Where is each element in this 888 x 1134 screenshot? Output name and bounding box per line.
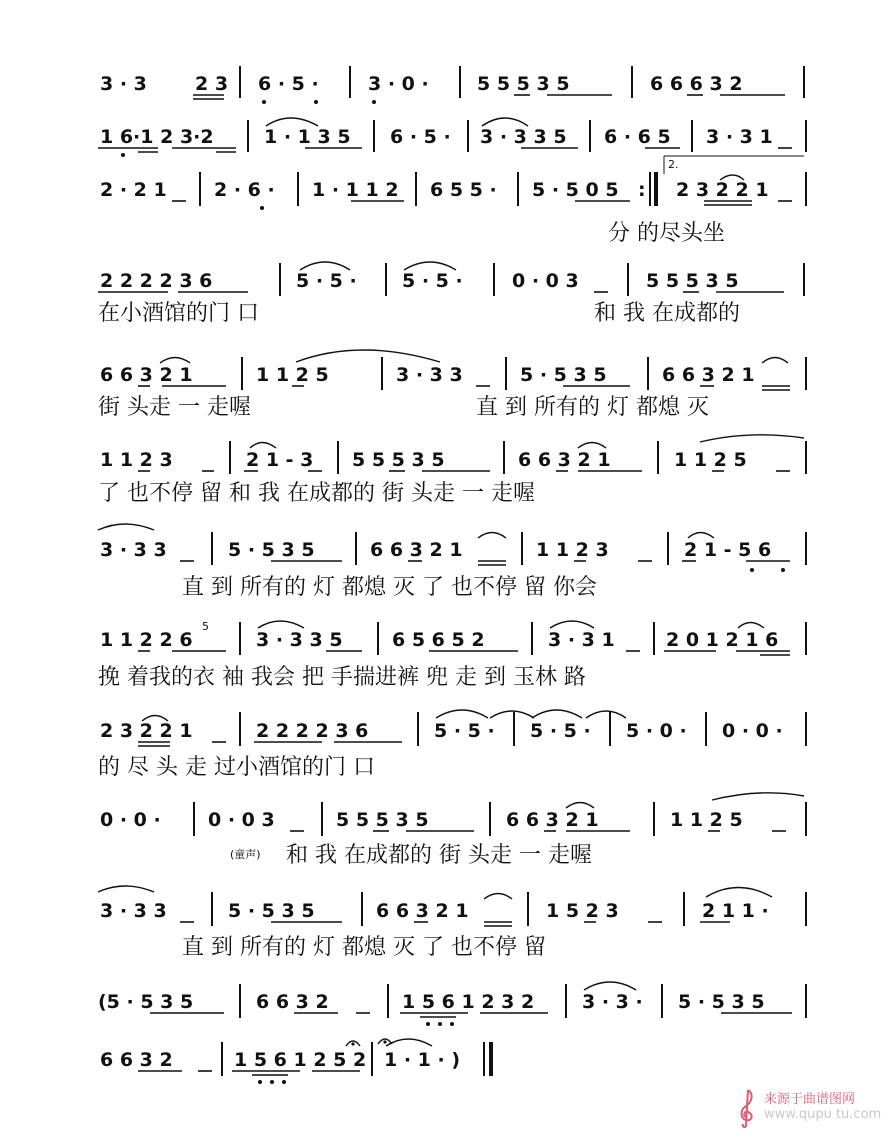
notes-row-4-m5: 5 5 5 3 5 xyxy=(646,270,739,292)
score-row-10 xyxy=(100,793,806,868)
score-row-3 xyxy=(100,156,806,246)
children-voice-label: (童声) xyxy=(230,848,261,861)
notes-row-12-m1: (5 · 5 3 5 xyxy=(98,991,194,1013)
notes-row-5-m5: 6 6 3 2 1 xyxy=(662,364,755,386)
notes-row-9-m2: 2 2 2 2 3 6 xyxy=(256,720,369,742)
notes-row-1-m3: 3 · 0 · xyxy=(368,73,429,95)
notes-row-9-m5: 5 · 0 · xyxy=(626,720,687,742)
notes-row-4-m3: 5 · 5 · xyxy=(402,270,463,292)
score-row-1 xyxy=(100,66,804,104)
lyrics-row-6: 了 也不停 留 和 我 在成都的 街 头走 一 走喔 xyxy=(98,481,535,506)
notes-row-6-m1: 1 1 2 3 xyxy=(100,449,173,471)
notes-row-12-m4: 3 · 3 · xyxy=(582,991,643,1013)
watermark xyxy=(734,1086,882,1128)
notes-row-7-m4: 1 1 2 3 xyxy=(536,539,609,561)
notes-row-2-m3: 6 · 5 · xyxy=(390,126,451,148)
notes-row-13-m1: 6 6 3 2 xyxy=(100,1049,173,1071)
watermark-text: 来源于曲谱图网 xyxy=(764,1092,856,1107)
svg-text:5: 5 xyxy=(202,620,209,633)
notes-row-2-m6: 3 · 3 1 xyxy=(706,126,773,148)
notes-row-5-m3: 3 · 3 3 xyxy=(396,364,463,386)
notes-row-11-m3: 6 6 3 2 1 xyxy=(376,900,469,922)
notes-row-5-m2: 1 1 2 5 xyxy=(256,364,329,386)
notes-row-7-m3: 6 6 3 2 1 xyxy=(370,539,463,561)
notes-row-3-m2: 2 · 6 · xyxy=(214,179,275,201)
notes-row-10-m2: 0 · 0 3 xyxy=(208,809,275,831)
score-row-8 xyxy=(98,620,806,690)
notes-row-10-m3: 5 5 5 3 5 xyxy=(336,809,429,831)
notes-row-9-m4: 5 · 5 · xyxy=(530,720,591,742)
notes-row-7-m2: 5 · 5 3 5 xyxy=(228,539,315,561)
notes-row-2-m5: 6 · 6 5 xyxy=(604,126,671,148)
score-row-5 xyxy=(98,350,806,420)
lyrics-row-3: 分 的尽头坐 xyxy=(608,221,725,246)
lyrics-row-9: 的 尽 头 走 过小酒馆的门 口 xyxy=(98,755,375,780)
notes-row-6-m4: 6 6 3 2 1 xyxy=(518,449,611,471)
notes-row-11-m5: 2 1 1 · xyxy=(702,900,769,922)
watermark-url: www.qupu tu.com xyxy=(764,1107,882,1122)
notes-row-10-m5: 1 1 2 5 xyxy=(670,809,743,831)
score-row-4 xyxy=(98,262,804,326)
notes-row-12-m5: 5 · 5 3 5 xyxy=(678,991,765,1013)
notes-row-4-m4: 0 · 0 3 xyxy=(512,270,579,292)
notes-row-1-m1b: 2 3 xyxy=(195,73,229,95)
notes-row-8-m1: 1 1 2 2 6 xyxy=(100,629,193,651)
repeat-sign: : xyxy=(638,179,646,201)
notes-row-3-m4: 6 5 5 · xyxy=(430,179,497,201)
lyrics-row-4: 在小酒馆的门 口 xyxy=(98,301,259,326)
notes-row-4-m1: 2 2 2 2 3 6 xyxy=(100,270,213,292)
score-row-13 xyxy=(100,1039,491,1084)
notes-row-9-m6: 0 · 0 · xyxy=(722,720,783,742)
notes-row-13-m2: 1 5 6 1 2 5 2 xyxy=(234,1049,367,1071)
score-row-7 xyxy=(98,524,806,600)
lyrics-row-10: 和 我 在成都的 街 头走 一 走喔 xyxy=(286,843,592,868)
notes-row-13-m3: 1 · 1 · ) xyxy=(384,1049,461,1071)
notes-row-1-m2: 6 · 5 · xyxy=(258,73,319,95)
lyrics-row-5: 街 头走 一 走喔 xyxy=(98,395,251,420)
score-row-11 xyxy=(98,886,806,960)
score-row-2 xyxy=(98,118,806,157)
treble-clef-icon xyxy=(734,1086,760,1128)
svg-text:和 我 在成都的: 和 我 在成都的 xyxy=(594,301,740,326)
notes-row-1-m4: 5 5 5 3 5 xyxy=(477,73,570,95)
notes-row-3-m1: 2 · 2 1 xyxy=(100,179,167,201)
notes-row-3-m6: 2 3 2 2 1 xyxy=(676,179,769,201)
notes-row-1-m1a: 3 · 3 xyxy=(100,73,147,95)
lyrics-row-11: 直 到 所有的 灯 都熄 灭 了 也不停 留 xyxy=(182,935,546,960)
notes-row-10-m1: 0 · 0 · xyxy=(100,809,161,831)
notes-row-5-m4: 5 · 5 3 5 xyxy=(520,364,607,386)
notes-row-5-m1: 6 6 3 2 1 xyxy=(100,364,193,386)
lyrics-row-8: 挽 着我的衣 袖 我会 把 手揣进裤 兜 走 到 玉林 路 xyxy=(98,665,586,690)
notes-row-6-m5: 1 1 2 5 xyxy=(674,449,747,471)
notes-row-11-m1: 3 · 3 3 xyxy=(100,900,167,922)
notes-row-3-m5: 5 · 5 0 5 xyxy=(532,179,619,201)
notes-row-8-m4: 3 · 3 1 xyxy=(548,629,615,651)
notes-row-12-m3: 1 5 6 1 2 3 2 xyxy=(402,991,535,1013)
score-row-9 xyxy=(98,710,806,780)
notes-row-3-m3: 1 · 1 1 2 xyxy=(312,179,399,201)
notes-row-2-m1: 1 6·1 2 3·2 xyxy=(100,126,214,148)
notes-row-8-m5: 2 0 1 2 1 6 xyxy=(666,629,779,651)
notes-row-8-m3: 6 5 6 5 2 xyxy=(392,629,485,651)
notes-row-7-m1: 3 · 3 3 xyxy=(100,539,167,561)
notes-row-1-m5: 6 6 6 3 2 xyxy=(650,73,743,95)
notes-row-9-m3: 5 · 5 · xyxy=(434,720,495,742)
notes-row-8-m2: 3 · 3 3 5 xyxy=(256,629,343,651)
notes-row-2-m2: 1 · 1 3 5 xyxy=(264,126,351,148)
notes-row-9-m1: 2 3 2 2 1 xyxy=(100,720,193,742)
notes-row-11-m4: 1 5 2 3 xyxy=(546,900,619,922)
volta-label: 2. xyxy=(668,158,679,171)
notes-row-6-m2: 2 1 - 3 xyxy=(246,449,314,471)
score-row-6 xyxy=(98,435,806,506)
notes-row-2-m4: 3 · 3 3 5 xyxy=(480,126,567,148)
notes-row-6-m3: 5 5 5 3 5 xyxy=(352,449,445,471)
score-row-12 xyxy=(98,982,806,1026)
notes-row-7-m5: 2 1 - 5 6 xyxy=(684,539,772,561)
notes-row-12-m2: 6 6 3 2 xyxy=(256,991,329,1013)
lyrics-row-7: 直 到 所有的 灯 都熄 灭 了 也不停 留 你会 xyxy=(182,575,597,600)
svg-text:直 到 所有的 灯 都熄 灭: 直 到 所有的 灯 都熄 灭 xyxy=(476,395,709,420)
notes-row-10-m4: 6 6 3 2 1 xyxy=(506,809,599,831)
notes-row-4-m2: 5 · 5 · xyxy=(296,270,357,292)
notes-row-11-m2: 5 · 5 3 5 xyxy=(228,900,315,922)
